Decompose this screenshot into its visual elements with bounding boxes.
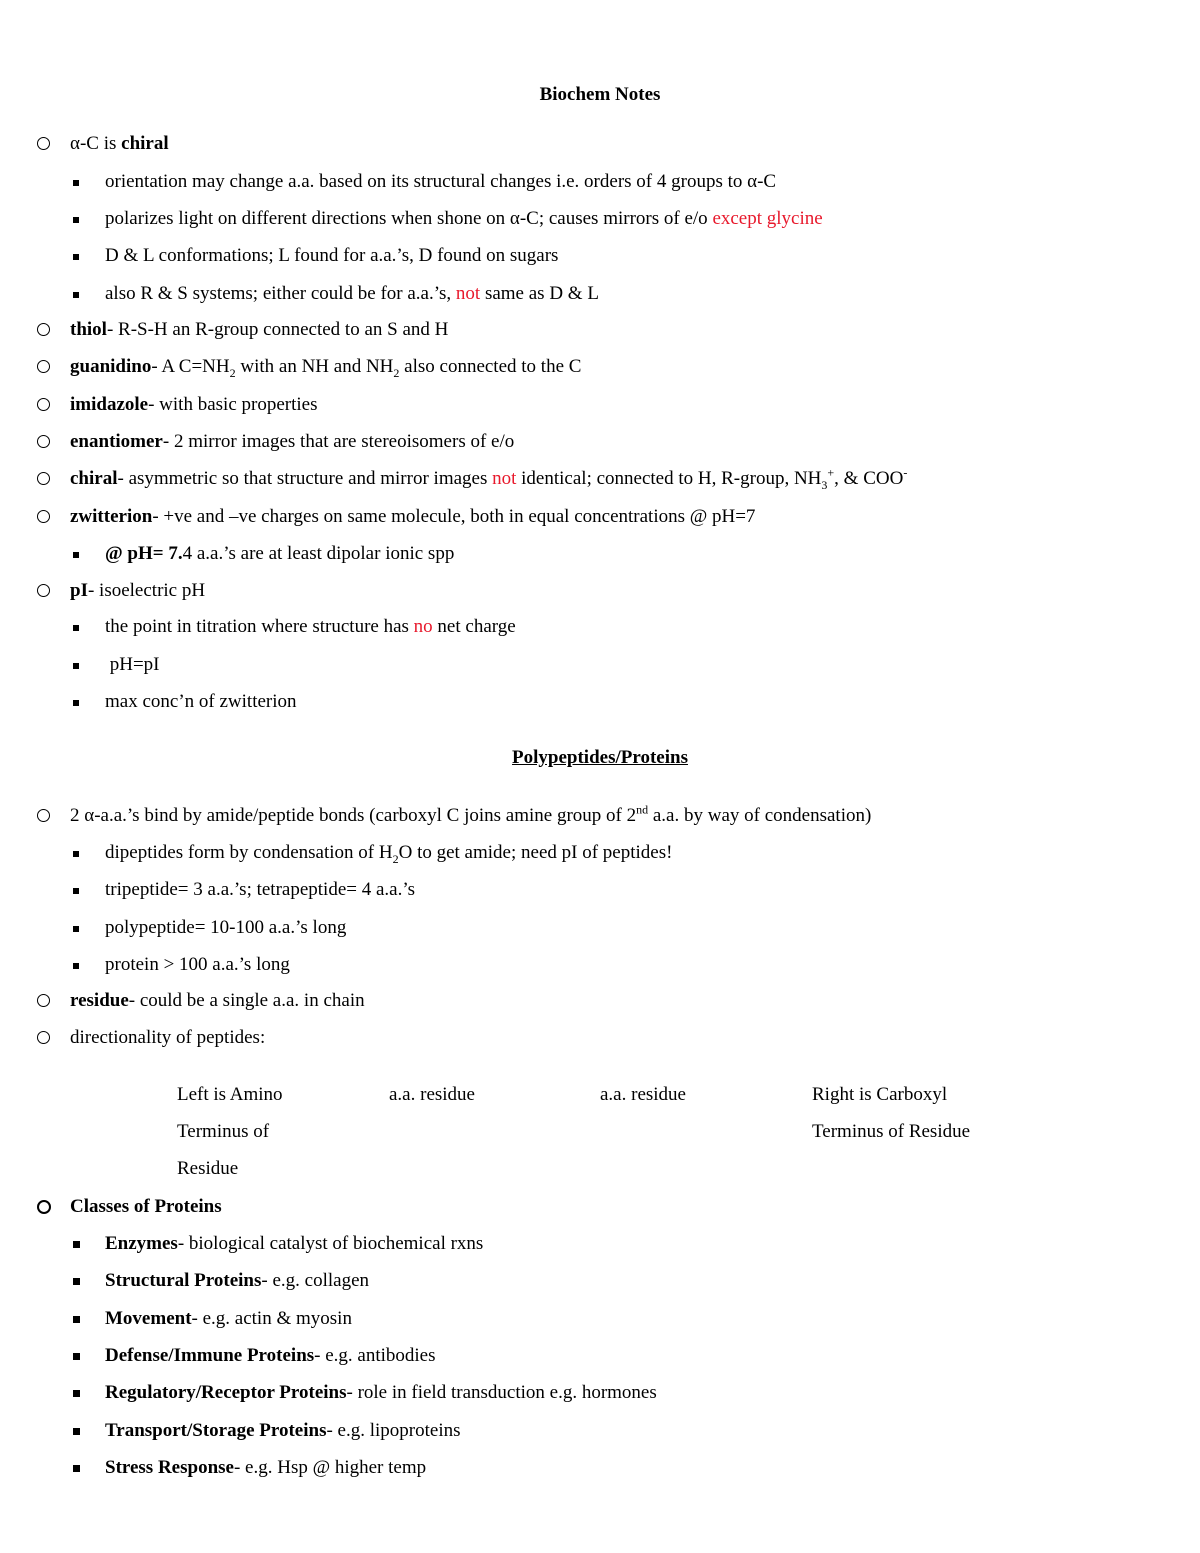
list-item: max conc’n of zwitterion bbox=[105, 691, 297, 712]
square-bullet-icon bbox=[73, 552, 79, 558]
list-item-chiral: chiral- asymmetric so that structure and mirror images not identical; connected to H, R-group, $NH_3^+$, & COO- bbox=[70, 465, 908, 492]
circle-bullet-icon bbox=[37, 360, 50, 373]
circle-bullet-icon bbox=[37, 435, 50, 448]
list-item-guanidino: guanidino- A $C=NH_2$ with an NH and $NH_2$ also connected to the C bbox=[70, 356, 582, 380]
list-item-classes: Classes of Proteins bbox=[70, 1196, 222, 1217]
circle-bullet-icon bbox=[37, 1200, 51, 1214]
page-title: Biochem Notes bbox=[539, 84, 661, 105]
table-cell: Residue bbox=[177, 1158, 239, 1179]
list-item: Movement- e.g. actin & myosin bbox=[105, 1308, 352, 1329]
square-bullet-icon bbox=[73, 1465, 80, 1472]
table-cell: Terminus of bbox=[177, 1121, 270, 1142]
list-item-enantiomer: enantiomer- 2 mirror images that are stereoisomers of e/o bbox=[70, 431, 515, 452]
list-item-thiol: thiol- R-S-H an R-group connected to an S and H bbox=[70, 319, 449, 340]
square-bullet-icon bbox=[73, 254, 79, 260]
square-bullet-icon bbox=[73, 700, 79, 706]
square-bullet-icon bbox=[73, 963, 79, 969]
circle-bullet-icon bbox=[37, 398, 50, 411]
table-cell: a.a. residue bbox=[389, 1084, 475, 1105]
list-item: Defense/Immune Proteins- e.g. antibodies bbox=[105, 1345, 436, 1366]
circle-bullet-icon bbox=[37, 137, 50, 150]
list-item: protein > 100 a.a.’s long bbox=[105, 954, 290, 975]
square-bullet-icon bbox=[73, 217, 79, 223]
list-item-imidazole: imidazole- with basic properties bbox=[70, 394, 318, 415]
circle-bullet-icon bbox=[37, 809, 50, 822]
section-title: Polypeptides/Proteins bbox=[512, 747, 688, 768]
list-item-pi: pI- isoelectric pH bbox=[70, 580, 206, 601]
square-bullet-icon bbox=[73, 1278, 80, 1285]
list-item: the point in titration where structure has no net charge bbox=[105, 616, 516, 637]
circle-bullet-icon bbox=[37, 472, 50, 485]
square-bullet-icon bbox=[73, 180, 79, 186]
square-bullet-icon bbox=[73, 1428, 80, 1435]
square-bullet-icon bbox=[73, 1390, 80, 1397]
list-item: Stress Response- e.g. Hsp @ higher temp bbox=[105, 1457, 427, 1478]
list-item-directionality: directionality of peptides: bbox=[70, 1027, 266, 1048]
list-item-residue: residue- could be a single a.a. in chain bbox=[70, 990, 365, 1011]
list-item: dipeptides form by condensation of $H_2O$ to get amide; need pI of peptides! bbox=[105, 842, 673, 866]
list-item: D & L conformations; L found for a.a.’s, D found on sugars bbox=[105, 245, 559, 266]
square-bullet-icon bbox=[73, 663, 79, 669]
list-item: also R & S systems; either could be for a.a.’s, not same as D & L bbox=[105, 283, 599, 304]
table-cell: a.a. residue bbox=[600, 1084, 686, 1105]
list-item: Enzymes- biological catalyst of biochemical rxns bbox=[105, 1233, 484, 1254]
square-bullet-icon bbox=[73, 1353, 80, 1360]
table-cell: Left is Amino bbox=[177, 1084, 283, 1105]
list-item-zwitterion: zwitterion- +ve and –ve charges on same molecule, both in equal concentrations @ pH=7 bbox=[70, 506, 756, 527]
list-item: Regulatory/Receptor Proteins- role in field transduction e.g. hormones bbox=[105, 1382, 657, 1403]
square-bullet-icon bbox=[73, 1241, 80, 1248]
list-item: tripeptide= 3 a.a.’s; tetrapeptide= 4 a.a.’s bbox=[105, 879, 416, 900]
square-bullet-icon bbox=[73, 1316, 80, 1323]
list-item: pH=pI bbox=[105, 654, 160, 675]
list-item: Structural Proteins- e.g. collagen bbox=[105, 1270, 370, 1291]
circle-bullet-icon bbox=[37, 1031, 50, 1044]
square-bullet-icon bbox=[73, 888, 79, 894]
circle-bullet-icon bbox=[37, 584, 50, 597]
square-bullet-icon bbox=[73, 292, 79, 298]
list-item: polarizes light on different directions when shone on α-C; causes mirrors of e/o except glycine bbox=[105, 208, 823, 229]
list-item: Transport/Storage Proteins- e.g. lipoproteins bbox=[105, 1420, 461, 1441]
square-bullet-icon bbox=[73, 926, 79, 932]
list-item-bonds: 2 α-a.a.’s bind by amide/peptide bonds (carboxyl C joins amine group of 2nd a.a. by way of condensation) bbox=[70, 802, 872, 826]
circle-bullet-icon bbox=[37, 510, 50, 523]
square-bullet-icon bbox=[73, 625, 79, 631]
table-cell: Terminus of Residue bbox=[812, 1121, 971, 1142]
square-bullet-icon bbox=[73, 851, 79, 857]
list-item-chiral-head: α-C is chiral bbox=[70, 133, 169, 154]
table-cell: Right is Carboxyl bbox=[812, 1084, 948, 1105]
list-item: orientation may change a.a. based on its structural changes i.e. orders of 4 groups to α-C bbox=[105, 171, 777, 192]
list-item: polypeptide= 10-100 a.a.’s long bbox=[105, 917, 347, 938]
circle-bullet-icon bbox=[37, 994, 50, 1007]
circle-bullet-icon bbox=[37, 323, 50, 336]
list-item: @ pH= 7.4 a.a.’s are at least dipolar ionic spp bbox=[105, 543, 455, 564]
